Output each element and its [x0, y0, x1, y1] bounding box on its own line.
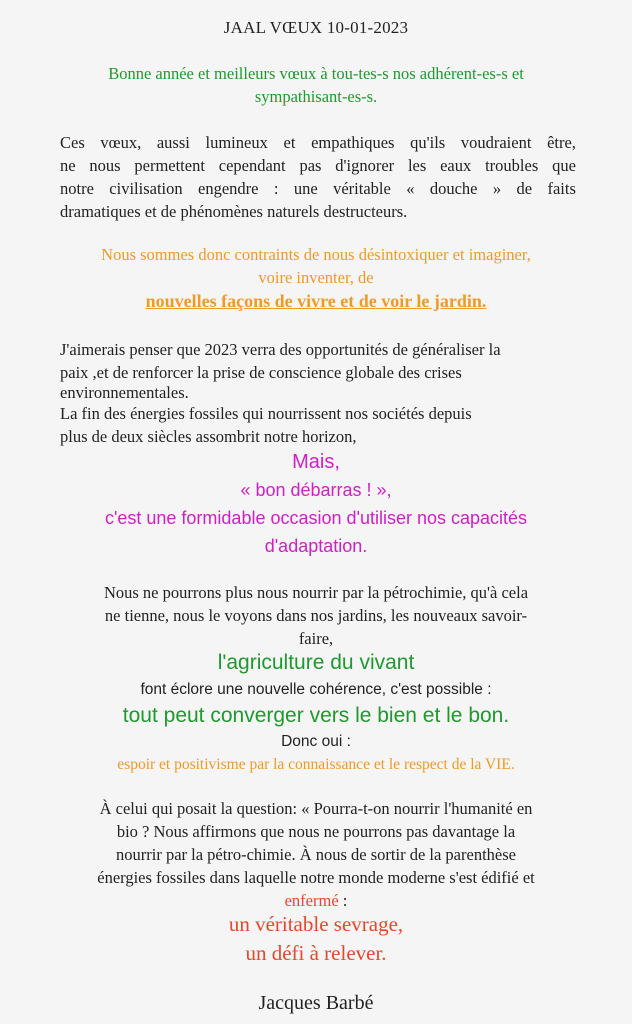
red-highlight-1: un véritable sevrage, [228, 912, 404, 936]
justified-row-3 [60, 179, 576, 199]
word: d'ignorer [335, 156, 395, 175]
green-highlight-2: tout peut converger vers le bien et le bon. [122, 704, 510, 727]
word: être, [547, 133, 576, 152]
paragraph-5-line-4: énergies fossiles dans laquelle notre monde moderne s'est édifié et [97, 868, 535, 887]
word: cependant [218, 156, 286, 175]
word: troubles [485, 156, 539, 175]
paragraph-3-line-4: La fin des énergies fossiles qui nourrissent nos sociétés depuis [60, 404, 472, 423]
word: notre [60, 179, 94, 198]
greeting-line-1: Bonne année et meilleurs vœux à tou-tes-s nos adhérent-es-s et [108, 64, 524, 83]
magenta-line-2: « bon débarras ! », [240, 480, 392, 500]
paragraph-1-line-4: dramatiques et de phénomènes naturels destructeurs. [60, 202, 408, 221]
paragraph-2-line-2: voire inventer, de [258, 268, 374, 287]
word: « [406, 179, 415, 198]
word: ne [60, 156, 76, 175]
signature: Jacques Barbé [258, 992, 374, 1014]
paragraph-3-line-2: paix ,et de renforcer la prise de conscience globale des crises [60, 363, 462, 382]
paragraph-3-line-3: environnementales. [60, 383, 189, 402]
paragraph-2-emphasis: nouvelles façons de vivre et de voir le jardin. [145, 291, 487, 311]
word: et [283, 133, 296, 152]
paragraph-5-line-3: nourrir par la pétro-chimie. À nous de sortir de la parenthèse [116, 845, 516, 864]
paragraph-4-line-2: ne tienne, nous le voyons dans nos jardins, les nouveaux savoir- [104, 606, 528, 625]
red-highlight-2: un défi à relever. [245, 941, 387, 965]
magenta-line-3: c'est une formidable occasion d'utiliser nos capacités [104, 508, 528, 528]
word: » [492, 179, 502, 198]
paragraph-3-line-1: J'aimerais penser que 2023 verra des opportunités de généraliser la [60, 340, 501, 359]
justified-row-2 [60, 156, 576, 176]
paragraph-2-line-1: Nous sommes donc contraints de nous désintoxiquer et imaginer, [101, 245, 531, 264]
word: de [516, 179, 533, 198]
word: Ces [60, 133, 85, 152]
word: nous [89, 156, 121, 175]
enferme-colon: : [338, 891, 348, 910]
orange-highlight: espoir et positivisme par la connaissance et le respect de la VIE. [117, 756, 515, 773]
page-title: JAAL VŒUX 10-01-2023 [223, 18, 409, 37]
paragraph-5-line-5 [0, 891, 632, 911]
paragraph-1-line-2 [60, 156, 576, 176]
word: engendre [198, 179, 259, 198]
word: permettent [134, 156, 205, 175]
word: lumineux [205, 133, 268, 152]
word: civilisation [109, 179, 183, 198]
word: véritable [333, 179, 391, 198]
paragraph-3-line-5: plus de deux siècles assombrit notre horizon, [60, 427, 357, 446]
paragraph-5-line-2: bio ? Nous affirmons que nous ne pourrons pas davantage la [116, 822, 516, 841]
magenta-line-4: d'adaptation. [264, 536, 368, 556]
word: eaux [440, 156, 472, 175]
word: douche [429, 179, 478, 198]
word: empathiques [311, 133, 395, 152]
word: voudraient [460, 133, 532, 152]
paragraph-1-line-3 [60, 179, 576, 199]
green-highlight-1: l'agriculture du vivant [217, 651, 415, 674]
word: que [552, 156, 576, 175]
word: : [273, 179, 279, 198]
word: les [407, 156, 427, 175]
paragraph-4-line-1: Nous ne pourrons plus nous nourrir par la pétrochimie, qu'à cela [103, 583, 529, 602]
paragraph-4-line-3: faire, [298, 629, 334, 648]
word: vœux, [100, 133, 142, 152]
word: pas [299, 156, 322, 175]
justified-row-1 [60, 133, 576, 153]
paragraph-5-line-1: À celui qui posait la question: « Pourra-t-on nourrir l'humanité en [99, 799, 533, 818]
word: une [293, 179, 318, 198]
paragraph-4-line-4: font éclore une nouvelle cohérence, c'est possible : [140, 681, 492, 698]
magenta-line-1: Mais, [292, 451, 340, 473]
paragraph-1-line-1 [60, 133, 576, 153]
word: faits [547, 179, 576, 198]
greeting-line-2: sympathisant-es-s. [254, 87, 378, 106]
paragraph-4-line-5: Donc oui : [281, 733, 351, 750]
word: aussi [156, 133, 190, 152]
word: qu'ils [410, 133, 446, 152]
enferme-word: enfermé [284, 891, 339, 910]
